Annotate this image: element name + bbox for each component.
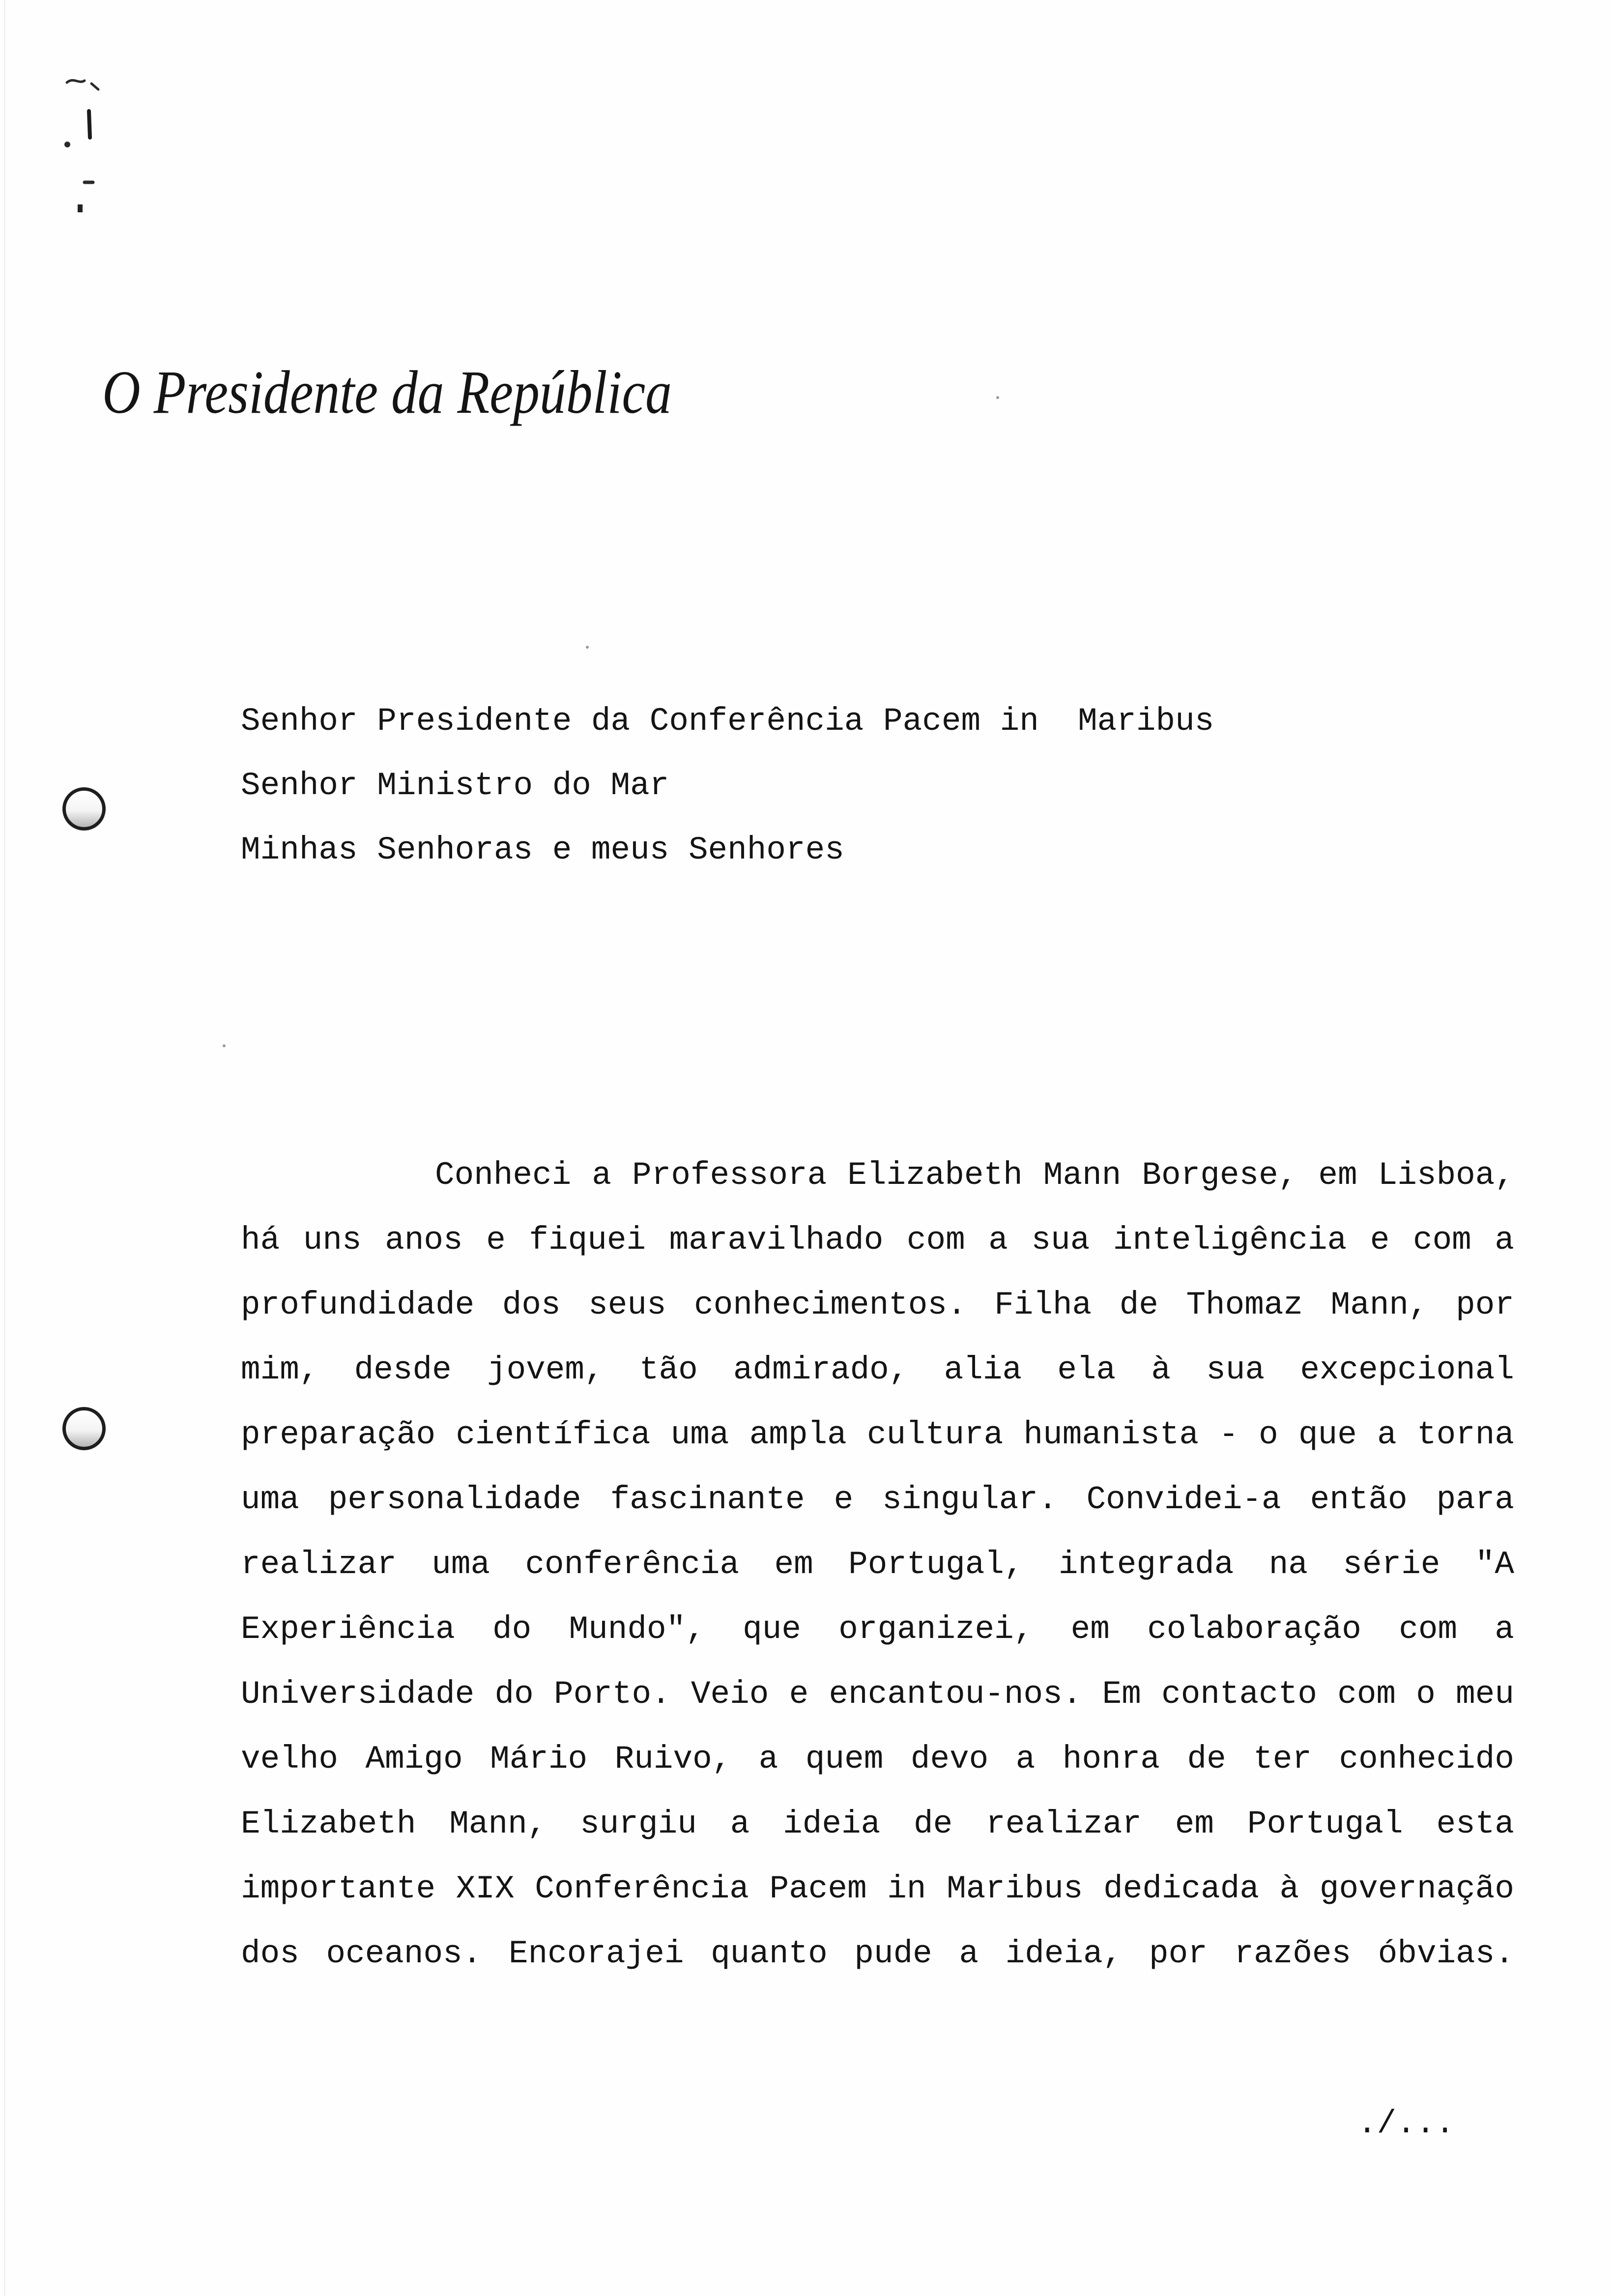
salutation-line: Minhas Senhoras e meus Senhores <box>241 832 844 868</box>
body-line: Conheci a Professora Elizabeth Mann Borgese, em Lisboa, <box>435 1157 1514 1194</box>
body-line: dos oceanos. Encorajei quanto pude a ideia, por razões óbvias. <box>241 1935 1514 1972</box>
body-line: importante XIX Conferência Pacem in Maribus dedicada à governação <box>241 1870 1514 1907</box>
scan-dot-mark <box>78 204 83 212</box>
body-line: há uns anos e fiquei maravilhado com a sua inteligência e com a <box>241 1222 1514 1259</box>
body-line: velho Amigo Mário Ruivo, a quem devo a honra de ter conhecido <box>241 1741 1514 1778</box>
scan-speck <box>996 396 999 399</box>
punch-hole <box>62 1407 106 1450</box>
body-line: realizar uma conferência em Portugal, integrada na série "A <box>241 1546 1514 1583</box>
scan-stroke-mark <box>89 111 90 138</box>
body-line: preparação científica uma ampla cultura humanista - o que a torna <box>241 1416 1514 1453</box>
page-continuation-mark: ./... <box>1357 2105 1455 2142</box>
scan-speck <box>586 646 589 649</box>
body-line: Elizabeth Mann, surgiu a ideia de realizar em Portugal esta <box>241 1806 1514 1842</box>
scan-edge-line <box>4 0 5 2296</box>
body-paragraph <box>241 1143 1514 1986</box>
body-line: uma personalidade fascinante e singular. Convidei-a então para <box>241 1481 1514 1518</box>
punch-hole <box>62 787 106 831</box>
scan-squiggle-mark <box>67 80 98 89</box>
body-line: Universidade do Porto. Veio e encantou-nos. Em contacto com o meu <box>241 1676 1514 1713</box>
scan-marks <box>0 0 128 236</box>
salutation-line: Senhor Ministro do Mar <box>241 767 669 804</box>
body-line: Experiência do Mundo", que organizei, em colaboração com a <box>241 1611 1514 1648</box>
body-line: profundidade dos seus conhecimentos. Filha de Thomaz Mann, por <box>241 1287 1514 1323</box>
salutation-block <box>241 689 1514 882</box>
body-line: mim, desde jovem, tão admirado, alia ela à sua excepcional <box>241 1351 1514 1388</box>
scan-dot-mark <box>64 142 70 147</box>
letterhead-title: O Presidente da República <box>102 359 672 427</box>
salutation-line: Senhor Presidente da Conferência Pacem in Maribus <box>241 703 1214 740</box>
letterhead <box>98 344 703 452</box>
scan-speck <box>223 1044 226 1047</box>
